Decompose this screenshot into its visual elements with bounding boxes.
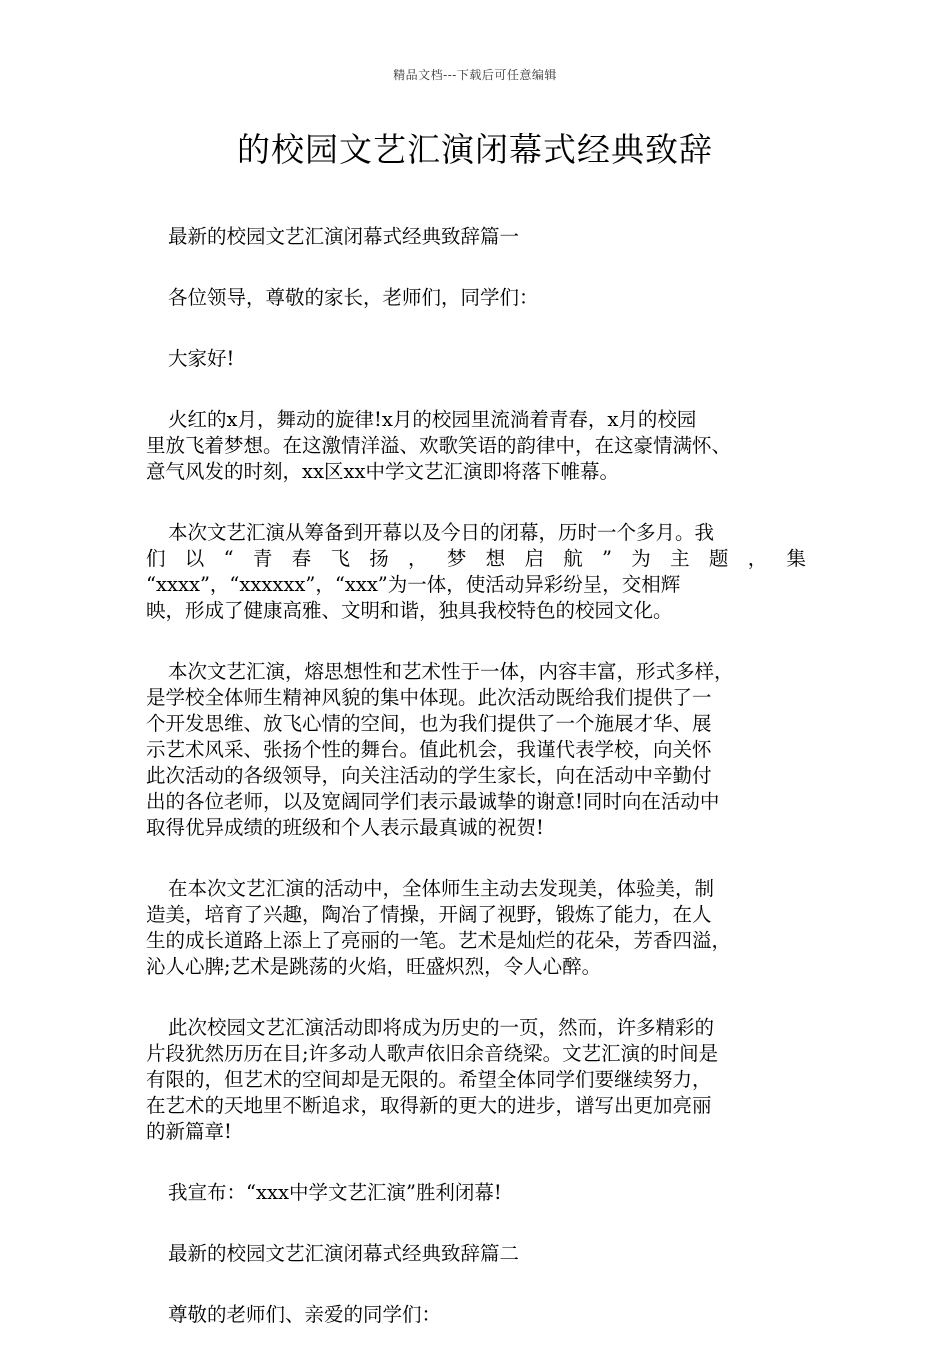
paragraph (146, 224, 806, 250)
paragraph-line: “xxxx”，“xxxxxx”，“xxx”为一体，使活动异彩纷呈，交相辉 (146, 573, 681, 596)
paragraph-line: 各位领导，尊敬的家长，老师们，同学们： (168, 286, 539, 309)
paragraph-line: 们 以 “ 青 春 飞 扬 ， 梦 想 启 航 ” 为 主 题 ， 集 (146, 547, 806, 570)
paragraph-line: 沁人心脾;艺术是跳荡的火焰，旺盛炽烈，令人心醉。 (146, 955, 602, 978)
paragraph-line: 此次活动的各级领导，向关注活动的学生家长，向在活动中辛勤付 (146, 764, 712, 787)
paragraph-line: 本次文艺汇演从筹备到开幕以及今日的闭幕，历时一个多月。我 (168, 521, 715, 544)
paragraph-line: 生的成长道路上添上了亮丽的一笔。艺术是灿烂的花朵，芳香四溢， (146, 929, 732, 952)
paragraph-line: 映，形成了健康高雅、文明和谐，独具我校特色的校园文化。 (146, 599, 673, 622)
paragraph (146, 876, 806, 980)
header-note: 精品文档---下载后可任意编辑 (393, 68, 557, 82)
paragraph (146, 1302, 806, 1328)
paragraph (146, 1241, 806, 1267)
paragraph-line: 个开发思维、放飞心情的空间，也为我们提供了一个施展才华、展 (146, 712, 712, 735)
paragraph-line: 有限的，但艺术的空间却是无限的。希望全体同学们要继续努力， (146, 1068, 712, 1091)
paragraph-line: 此次校园文艺汇演活动即将成为历史的一页，然而，许多精彩的 (168, 1016, 715, 1039)
paragraph (146, 1180, 806, 1206)
paragraph-line: 大家好! (168, 347, 235, 370)
paragraph-line: 片段犹然历历在目;许多动人歌声依旧余音绕梁。文艺汇演的时间是 (146, 1042, 719, 1065)
paragraph-line: 最新的校园文艺汇演闭幕式经典致辞篇一 (168, 225, 520, 248)
paragraph-line: 最新的校园文艺汇演闭幕式经典致辞篇二 (168, 1242, 520, 1265)
paragraph-line: 在本次文艺汇演的活动中，全体师生主动去发现美，体验美，制 (168, 877, 715, 900)
paragraph-line: 本次文艺汇演，熔思想性和艺术性于一体，内容丰富，形式多样， (168, 660, 734, 683)
document-body (146, 224, 806, 1363)
paragraph-line: 意气风发的时刻，xx区xx中学文艺汇演即将落下帷幕。 (146, 460, 619, 483)
paragraph (146, 659, 806, 841)
paragraph-line: 里放飞着梦想。在这激情洋溢、欢歌笑语的韵律中，在这豪情满怀、 (146, 434, 732, 457)
paragraph-line: 是学校全体师生精神风貌的集中体现。此次活动既给我们提供了一 (146, 686, 712, 709)
paragraph-line: 取得优异成绩的班级和个人表示最真诚的祝贺! (146, 816, 544, 839)
paragraph (146, 1015, 806, 1145)
paragraph-line: 的新篇章! (146, 1120, 232, 1143)
paragraph-line: 示艺术风采、张扬个性的舞台。值此机会，我谨代表学校，向关怀 (146, 738, 712, 761)
paragraph (146, 407, 806, 485)
paragraph-line: 造美，培育了兴趣，陶冶了情操，开阔了视野，锻炼了能力，在人 (146, 903, 712, 926)
document-title: 的校园文艺汇演闭幕式经典致辞 (237, 130, 713, 169)
paragraph-line: 火红的x月，舞动的旋律!x月的校园里流淌着青春，x月的校园 (168, 408, 697, 431)
paragraph (146, 520, 806, 624)
paragraph (146, 285, 806, 311)
paragraph-line: 尊敬的老师们、亲爱的同学们： (168, 1303, 442, 1326)
paragraph (146, 346, 806, 372)
paragraph-line: 在艺术的天地里不断追求，取得新的更大的进步，谱写出更加亮丽 (146, 1094, 712, 1117)
paragraph-line: 出的各位老师，以及宽阔同学们表示最诚挚的谢意!同时向在活动中 (146, 790, 720, 813)
paragraph-line: 我宣布：“xxx中学文艺汇演”胜利闭幕! (168, 1181, 502, 1204)
